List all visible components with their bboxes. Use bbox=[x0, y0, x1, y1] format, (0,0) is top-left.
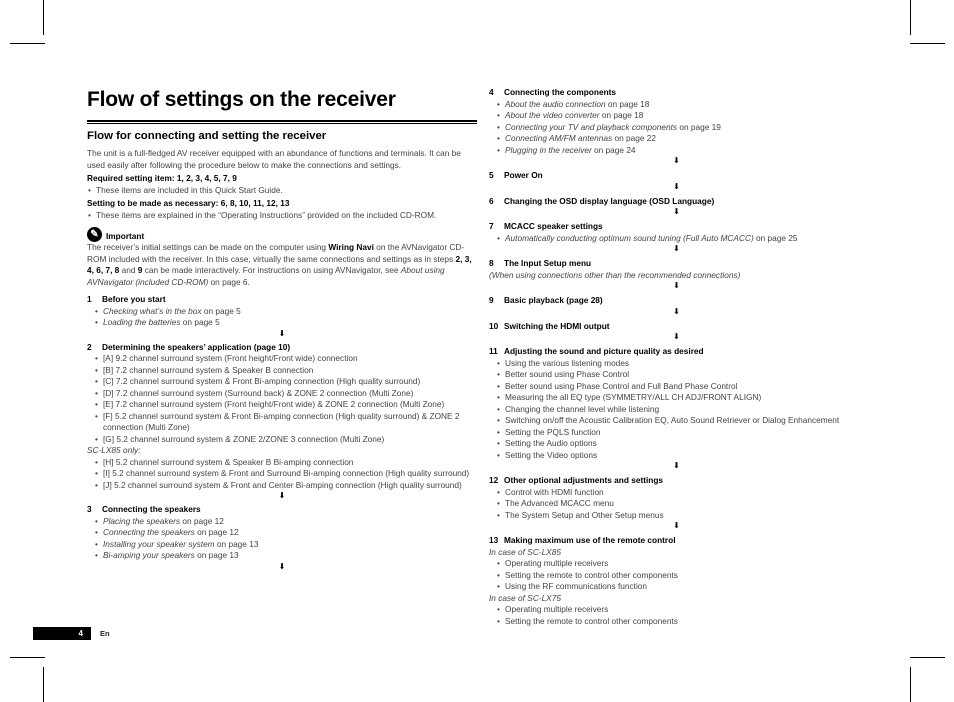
crop-mark bbox=[43, 0, 44, 35]
list-item: • Changing the channel level while listening bbox=[496, 404, 864, 416]
list-item: • Better sound using Phase Control bbox=[496, 369, 864, 381]
list-item: • About the video converter on page 18 bbox=[496, 110, 864, 122]
list-item: • Placing the speakers on page 12 bbox=[94, 516, 477, 528]
list-item: • Setting the Video options bbox=[496, 450, 864, 462]
list-item: • Connecting your TV and playback components on page 19 bbox=[496, 122, 864, 134]
flow-arrow-icon: ⬇ bbox=[278, 491, 286, 500]
step-11: 11 Adjusting the sound and picture quality as desired bbox=[489, 346, 704, 356]
list-item: • Setting the PQLS function bbox=[496, 427, 864, 439]
step-5: 5 Power On bbox=[489, 170, 543, 180]
list-item: • Automatically conducting optimum sound tuning (Full Auto MCACC) on page 25 bbox=[496, 233, 864, 245]
crop-mark bbox=[910, 657, 945, 658]
flow-arrow-icon: ⬇ bbox=[673, 156, 680, 165]
list-item: • [H] 5.2 channel surround system & Speaker B Bi-amping connection bbox=[94, 457, 477, 469]
right-column bbox=[489, 87, 864, 627]
necessary-numbers: : 6, 8, 10, 11, 12, 13 bbox=[215, 198, 290, 208]
step-4: 4 Connecting the components bbox=[489, 87, 617, 97]
list-item: • [D] 7.2 channel surround system (Surround back) & ZONE 2 connection (Multi Zone) bbox=[94, 388, 477, 400]
list-item: • [A] 9.2 channel surround system (Front height/Front wide) connection bbox=[94, 353, 477, 365]
flow-arrow-icon: ⬇ bbox=[673, 181, 680, 191]
page-number: 4 bbox=[33, 627, 91, 640]
necessary-label: Setting to be made as necessary bbox=[87, 198, 216, 208]
flow-arrow-icon: ⬇ bbox=[673, 207, 680, 216]
crop-mark bbox=[43, 667, 44, 702]
left-column bbox=[87, 85, 477, 572]
list-item: • Connecting AM/FM antennas on page 22 bbox=[496, 133, 864, 145]
flow-arrow-icon: ⬇ bbox=[278, 328, 286, 338]
list-item: • Measuring the all EQ type (SYMMETRY/ALL CH ADJ/FRONT ALIGN) bbox=[496, 392, 864, 404]
list-item: • About the audio connection on page 18 bbox=[496, 99, 864, 111]
step-12: 12 Other optional adjustments and settings bbox=[489, 475, 664, 485]
flow-arrow-icon: ⬇ bbox=[673, 306, 680, 316]
list-item: • [B] 7.2 channel surround system & Speaker B connection bbox=[94, 365, 477, 377]
important-label: Important bbox=[106, 230, 145, 241]
crop-mark bbox=[10, 657, 45, 658]
list-item: • Checking what’s in the box on page 5 bbox=[94, 306, 477, 318]
required-label: Required setting item bbox=[87, 173, 172, 183]
required-bullet: • These items are included in this Quick Start Guide. bbox=[87, 185, 477, 197]
list-item: • The Advanced MCACC menu bbox=[496, 498, 864, 510]
intro-text: The unit is a full-fledged AV receiver equipped with an abundance of functions and terminals. It can be used easily after following the procedure below to make the connections and settings. bbox=[87, 148, 461, 170]
list-item: • Loading the batteries on page 5 bbox=[94, 317, 477, 329]
list-item: • Setting the remote to control other components bbox=[496, 570, 864, 582]
sub-label: SC-LX85 only: bbox=[87, 445, 141, 455]
list-item: • Operating multiple receivers bbox=[496, 604, 864, 616]
step-7: 7 MCACC speaker settings bbox=[489, 221, 603, 231]
step-6: 6 Changing the OSD display language (OSD Language) bbox=[489, 195, 715, 206]
list-item: • [C] 7.2 channel surround system & Front Bi-amping connection (High quality surround) bbox=[94, 376, 477, 388]
section-title: Flow for connecting and setting the receiver bbox=[87, 130, 327, 142]
step-1: 1 Before you start bbox=[87, 294, 166, 304]
title-rule-thin bbox=[87, 123, 477, 124]
crop-mark bbox=[910, 667, 911, 702]
list-item: • Control with HDMI function bbox=[496, 487, 864, 499]
title-rule bbox=[87, 120, 477, 122]
list-item: • [J] 5.2 channel surround system & Front and Center Bi-amping connection (High quality surround) bbox=[94, 480, 477, 492]
flow-arrow-icon: ⬇ bbox=[673, 244, 680, 253]
step-8: 8 The Input Setup menu bbox=[489, 258, 592, 268]
required-numbers: : 1, 2, 3, 4, 5, 7, 9 bbox=[171, 173, 237, 183]
list-item: • Connecting the speakers on page 12 bbox=[94, 527, 477, 539]
important-icon: ✎ bbox=[87, 227, 102, 242]
list-item: • Switching on/off the Acoustic Calibration EQ, Auto Sound Retriever or Dialog Enhancement bbox=[496, 415, 864, 427]
crop-mark bbox=[10, 43, 45, 44]
flow-arrow-icon: ⬇ bbox=[673, 332, 680, 341]
list-item: • [G] 5.2 channel surround system & ZONE 2/ZONE 3 connection (Multi Zone) bbox=[94, 434, 477, 446]
case-label: In case of SC-LX85 bbox=[489, 546, 561, 557]
flow-arrow-icon: ⬇ bbox=[673, 281, 680, 290]
necessary-bullet: • These items are explained in the “Operating Instructions” provided on the included CD-ROM. bbox=[87, 210, 477, 222]
step-8-note: (When using connections other than the recommended connections) bbox=[489, 269, 741, 280]
list-item: • Bi-amping your speakers on page 13 bbox=[94, 550, 477, 562]
list-item: • [E] 7.2 channel surround system (Front height/Front wide) & ZONE 2 connection (Multi Zone) bbox=[94, 399, 477, 411]
list-item: • [I] 5.2 channel surround system & Front and Surround Bi-amping connection (High quality surround) bbox=[94, 468, 477, 480]
step-10: 10 Switching the HDMI output bbox=[489, 320, 610, 331]
list-item: • Plugging in the receiver on page 24 bbox=[496, 145, 864, 157]
important-text: The receiver’s initial settings can be made on the computer using Wiring Navi on the AVNavigator CD-ROM included with the receiver. In this case, virtually the same connections and settings as in steps 2, 3, 4, 6, 7, 8 and 9 can be made interactively. For instructions on using AVNavigator, see About using AVNavigator (included CD-ROM) on page 6. bbox=[87, 242, 472, 287]
flow-arrow-icon: ⬇ bbox=[278, 561, 286, 571]
step-2: 2 Determining the speakers’ application (page 10) bbox=[87, 341, 291, 352]
page-title: Flow of settings on the receiver bbox=[87, 88, 396, 111]
language-label: En bbox=[100, 629, 110, 638]
list-item: • [F] 5.2 channel surround system & Front Bi-amping connection (High quality surround) & ZONE 2 connection (Multi Zone) bbox=[94, 411, 477, 434]
important-heading bbox=[87, 227, 477, 242]
list-item: • Setting the remote to control other components bbox=[496, 616, 864, 628]
crop-mark bbox=[910, 0, 911, 35]
list-item: • Using the various listening modes bbox=[496, 358, 864, 370]
list-item: • Using the RF communications function bbox=[496, 581, 864, 593]
list-item: • Installing your speaker system on page 13 bbox=[94, 539, 477, 551]
list-item: • Setting the Audio options bbox=[496, 438, 864, 450]
case-label: In case of SC-LX75 bbox=[489, 592, 561, 603]
list-item: • Operating multiple receivers bbox=[496, 558, 864, 570]
flow-arrow-icon: ⬇ bbox=[673, 461, 680, 470]
list-item: • Better sound using Phase Control and Full Band Phase Control bbox=[496, 381, 864, 393]
step-13: 13 Making maximum use of the remote control bbox=[489, 535, 676, 545]
step-9: 9 Basic playback (page 28) bbox=[489, 295, 603, 305]
crop-mark bbox=[910, 43, 945, 44]
flow-arrow-icon: ⬇ bbox=[673, 521, 680, 530]
step-3: 3 Connecting the speakers bbox=[87, 504, 201, 514]
list-item: • The System Setup and Other Setup menus bbox=[496, 510, 864, 522]
